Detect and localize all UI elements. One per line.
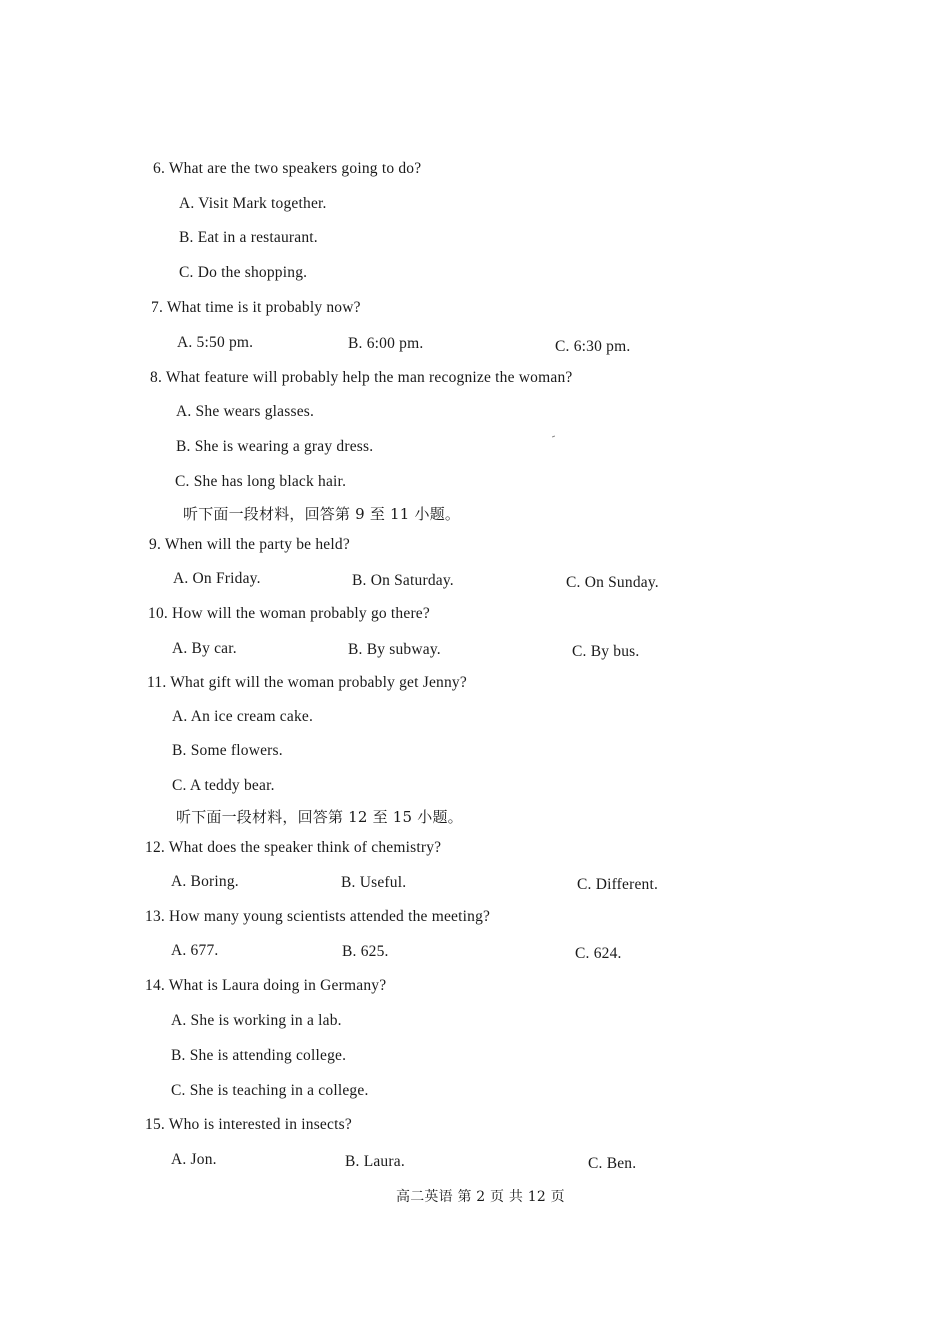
- question-13-option-b: B. 625.: [342, 943, 389, 960]
- question-7-stem: 7. What time is it probably now?: [151, 299, 361, 316]
- question-8-option-c: C. She has long black hair.: [175, 473, 347, 490]
- question-13-stem: 13. How many young scientists attended the meeting?: [145, 908, 491, 925]
- question-11-option-c: C. A teddy bear.: [172, 777, 275, 794]
- question-13-option-c: C. 624.: [575, 945, 622, 962]
- question-15-option-b: B. Laura.: [345, 1153, 405, 1170]
- question-14-option-c: C. She is teaching in a college.: [171, 1082, 369, 1099]
- question-12-stem: 12. What does the speaker think of chemistry?: [145, 839, 442, 856]
- question-12-option-c: C. Different.: [577, 876, 659, 893]
- question-9-option-a: A. On Friday.: [173, 570, 261, 587]
- question-7-option-a: A. 5:50 pm.: [177, 334, 254, 351]
- question-6-stem: 6. What are the two speakers going to do?: [153, 160, 422, 177]
- question-8-option-a: A. She wears glasses.: [176, 403, 315, 420]
- question-10-option-c: C. By bus.: [572, 643, 640, 660]
- question-6-option-a: A. Visit Mark together.: [179, 195, 327, 212]
- question-13-option-a: A. 677.: [171, 942, 219, 959]
- listening-instruction-9-11: 听下面一段材料，回答第 9 至 11 小题。: [183, 505, 461, 523]
- question-8-option-b: B. She is wearing a gray dress.: [176, 438, 374, 455]
- question-12-option-b: B. Useful.: [341, 874, 407, 891]
- question-11-option-a: A. An ice cream cake.: [172, 708, 314, 725]
- question-15-stem: 15. Who is interested in insects?: [145, 1116, 352, 1133]
- question-9-option-b: B. On Saturday.: [352, 572, 454, 589]
- question-10-option-b: B. By subway.: [348, 641, 441, 658]
- question-14-option-a: A. She is working in a lab.: [171, 1012, 342, 1029]
- question-10-option-a: A. By car.: [172, 640, 237, 657]
- question-9-option-c: C. On Sunday.: [566, 574, 659, 591]
- question-14-stem: 14. What is Laura doing in Germany?: [145, 977, 387, 994]
- question-11-stem: 11. What gift will the woman probably get Jenny?: [147, 674, 467, 691]
- question-10-stem: 10. How will the woman probably go there?: [148, 605, 430, 622]
- question-15-option-a: A. Jon.: [171, 1151, 217, 1168]
- listening-instruction-12-15: 听下面一段材料，回答第 12 至 15 小题。: [176, 808, 463, 826]
- question-9-stem: 9. When will the party be held?: [149, 536, 350, 553]
- question-7-option-c: C. 6:30 pm.: [555, 338, 631, 355]
- question-7-option-b: B. 6:00 pm.: [348, 335, 424, 352]
- scan-speck: [552, 436, 555, 438]
- page-footer: 高二英语 第 2 页 共 12 页: [396, 1189, 565, 1205]
- question-8-stem: 8. What feature will probably help the man recognize the woman?: [150, 369, 573, 386]
- question-11-option-b: B. Some flowers.: [172, 742, 283, 759]
- question-12-option-a: A. Boring.: [171, 873, 239, 890]
- question-15-option-c: C. Ben.: [588, 1155, 637, 1172]
- question-6-option-c: C. Do the shopping.: [179, 264, 308, 281]
- question-6-option-b: B. Eat in a restaurant.: [179, 229, 318, 246]
- question-14-option-b: B. She is attending college.: [171, 1047, 347, 1064]
